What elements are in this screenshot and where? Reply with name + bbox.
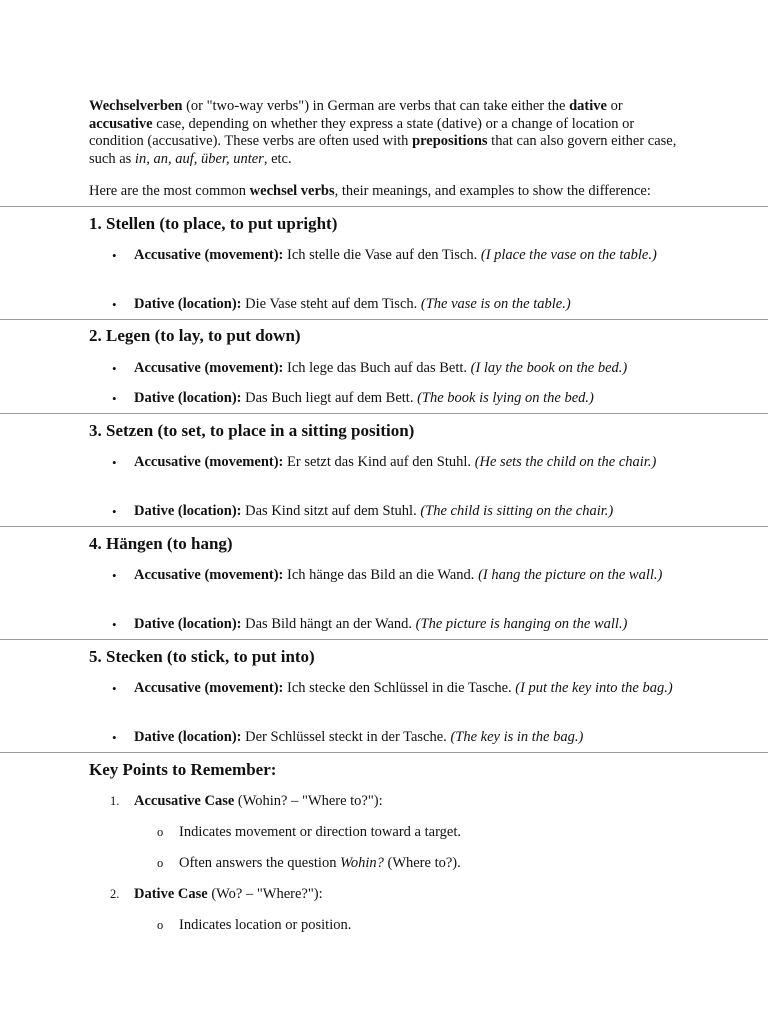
intro-text-3: case, depending on whether they express a state (dative) or a change of location or condition (accusative). These verbs are often used with: [89, 115, 635, 149]
example-label: Accusative (movement):: [134, 247, 284, 263]
intro-term: Wechselverben: [89, 98, 183, 114]
example-label: Dative (location):: [134, 729, 242, 745]
list-number: 1.: [110, 794, 120, 808]
example-german: Ich stelle die Vase auf den Tisch.: [283, 247, 481, 263]
example-german: Ich stecke den Schlüssel in die Tasche.: [283, 680, 516, 696]
example-dative-haengen: [134, 616, 694, 634]
example-label: Accusative (movement):: [134, 454, 284, 470]
sub-point-text: Indicates location or position.: [179, 917, 352, 933]
example-german: Ich hänge das Bild an die Wand.: [283, 567, 479, 583]
bullet-marker: •: [112, 391, 117, 406]
key-point-text: (Wo? – "Where?"):: [207, 886, 323, 902]
example-translation: (The vase is on the table.): [420, 296, 571, 312]
list-number: 2.: [110, 887, 120, 901]
intro-prepositions: prepositions: [412, 133, 488, 149]
example-translation: (I hang the picture on the wall.): [478, 567, 663, 583]
example-accusative-setzen: [134, 454, 694, 472]
example-label: Accusative (movement):: [134, 680, 284, 696]
example-german: Das Bild hängt an der Wand.: [241, 616, 416, 632]
example-dative-legen: [134, 390, 694, 408]
sub-point-text: Often answers the question: [179, 855, 341, 871]
section-divider: [0, 413, 768, 414]
bullet-marker: •: [112, 681, 117, 696]
sub-point-text: Indicates movement or direction toward a target.: [179, 824, 461, 840]
example-label: Accusative (movement):: [134, 567, 284, 583]
key-point-label: Accusative Case: [134, 793, 235, 809]
example-german: Das Kind sitzt auf dem Stuhl.: [241, 503, 421, 519]
intro-text-4: that can also govern either case, such as: [89, 133, 677, 167]
example-translation: (The key is in the bag.): [450, 729, 584, 745]
bullet-marker: •: [112, 248, 117, 263]
example-translation: (The child is sitting on the chair.): [420, 503, 614, 519]
example-dative-stecken: [134, 729, 694, 747]
section-divider: [0, 319, 768, 320]
section-heading-stecken: 5. Stecken (to stick, to put into): [89, 647, 315, 666]
bullet-marker: •: [112, 568, 117, 583]
example-accusative-legen: [134, 360, 694, 378]
bullet-marker: •: [112, 361, 117, 376]
bullet-marker: •: [112, 455, 117, 470]
section-heading-legen: 2. Legen (to lay, to put down): [89, 326, 301, 345]
sub-point-emphasis: Wohin?: [340, 855, 384, 871]
intro-text-2: or: [606, 98, 623, 114]
intro-text-1: (or "two-way verbs") in German are verbs that can take either the: [182, 98, 570, 114]
section-divider: [0, 206, 768, 207]
intro-text-5: , etc.: [263, 150, 292, 167]
sub-point: [179, 855, 699, 873]
example-german: Die Vase steht auf dem Tisch.: [241, 296, 421, 312]
example-german: Er setzt das Kind auf den Stuhl.: [283, 454, 475, 470]
intro-accusative: accusative: [89, 115, 153, 132]
section-heading-stellen: 1. Stellen (to place, to put upright): [89, 214, 338, 233]
sub-point: [179, 917, 699, 935]
example-accusative-stecken: [134, 680, 694, 698]
sub-point: [179, 824, 699, 842]
bullet-marker: •: [112, 297, 117, 312]
example-label: Dative (location):: [134, 296, 242, 312]
example-accusative-stellen: [134, 247, 694, 265]
key-point-label: Dative Case: [134, 886, 208, 902]
example-translation: (I place the vase on the table.): [480, 247, 657, 263]
key-point-dative: [134, 886, 694, 904]
bullet-marker: •: [112, 617, 117, 632]
example-translation: (I lay the book on the bed.): [470, 360, 628, 376]
section-heading-haengen: 4. Hängen (to hang): [89, 534, 233, 553]
example-label: Dative (location):: [134, 616, 242, 632]
example-label: Dative (location):: [134, 503, 242, 519]
lead-text-1: Here are the most common: [89, 183, 250, 199]
lead-text-2: , their meanings, and examples to show the difference:: [334, 183, 651, 199]
key-points-heading: Key Points to Remember:: [89, 760, 277, 779]
key-point-text: (Wohin? – "Where to?"):: [234, 793, 383, 809]
section-heading-setzen: 3. Setzen (to set, to place in a sitting position): [89, 421, 415, 440]
lead-paragraph: [89, 183, 729, 201]
example-label: Accusative (movement):: [134, 360, 284, 376]
example-german: Der Schlüssel steckt in der Tasche.: [241, 729, 451, 745]
sub-point-text: (Where to?).: [383, 855, 461, 871]
example-german: Das Buch liegt auf dem Bett.: [241, 390, 418, 406]
example-label: Dative (location):: [134, 390, 242, 406]
sub-bullet-marker: o: [157, 918, 164, 932]
example-translation: (The book is lying on the bed.): [417, 390, 594, 406]
intro-examples: in, an, auf, über, unter: [134, 150, 264, 167]
example-translation: (He sets the child on the chair.): [474, 454, 657, 470]
key-point-accusative: [134, 793, 694, 811]
bullet-marker: •: [112, 730, 117, 745]
example-german: Ich lege das Buch auf das Bett.: [283, 360, 471, 376]
bullet-marker: •: [112, 504, 117, 519]
example-translation: (The picture is hanging on the wall.): [415, 616, 628, 632]
lead-bold: wechsel verbs: [249, 183, 335, 199]
example-accusative-haengen: [134, 567, 694, 585]
example-dative-setzen: [134, 503, 694, 521]
example-translation: (I put the key into the bag.): [515, 680, 673, 696]
example-dative-stellen: [134, 296, 694, 314]
section-divider: [0, 639, 768, 640]
section-divider: [0, 526, 768, 527]
sub-bullet-marker: o: [157, 825, 164, 839]
section-divider: [0, 752, 768, 753]
sub-bullet-marker: o: [157, 856, 164, 870]
intro-paragraph: [89, 98, 689, 168]
intro-dative: dative: [569, 98, 607, 114]
